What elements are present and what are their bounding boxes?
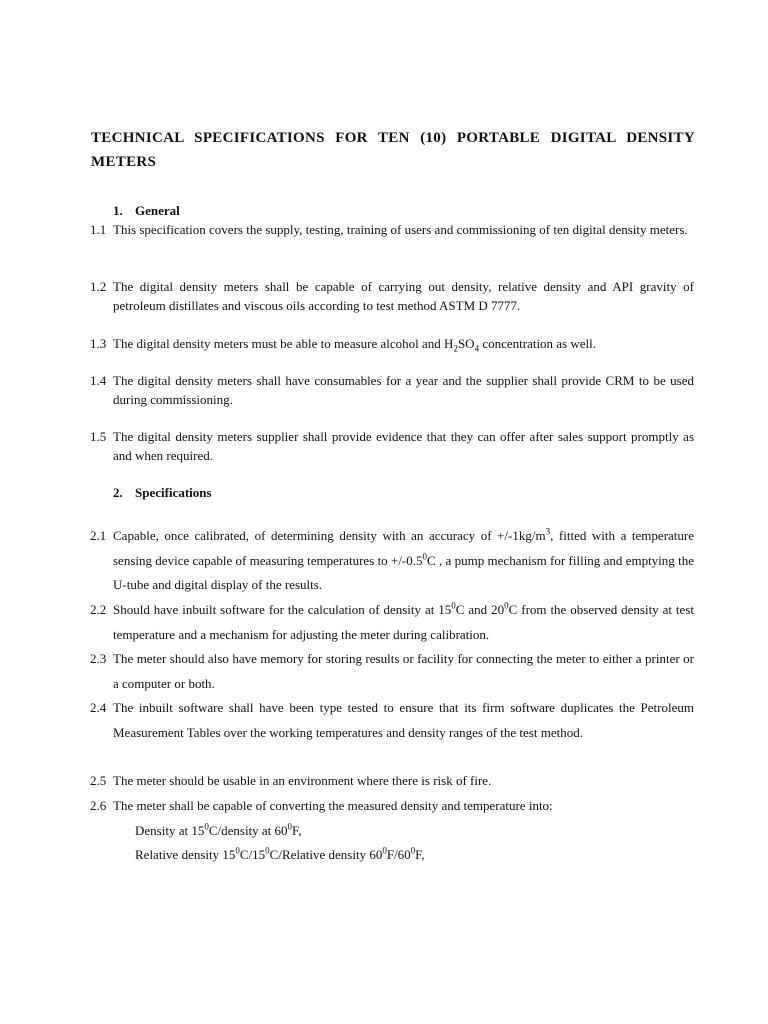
spec-item-2-3 — [90, 647, 694, 696]
item-text: The digital density meters supplier shall provide evidence that they can offer after sales support promptly as and when required. — [113, 429, 694, 463]
item-text: This specification covers the supply, testing, training of users and commissioning of ten digital density meters. — [113, 222, 688, 237]
item-number: 2.6 — [90, 798, 107, 813]
item-text: The meter shall be capable of converting the measured density and temperature into: — [113, 798, 553, 813]
item-number: 2.1 — [90, 528, 107, 543]
conversion-subitem: Density at $15^0C$/density at $60^0F$, — [135, 821, 302, 838]
spec-item-1-1 — [90, 220, 694, 239]
conversion-subitem: Relative density $15^0C/15^0C$/Relative density $60^0F/60^0F$, — [135, 845, 425, 862]
spec-item-1-2 — [90, 277, 694, 315]
item-text: The digital density meters shall be capable of carrying out density, relative density and API gravity of petroleum distillates and viscous oils according to test method ASTM D 7777. — [113, 279, 694, 313]
item-number: 1.5 — [90, 429, 107, 444]
spec-item-2-5 — [90, 769, 694, 794]
item-text: The meter should be usable in an environment where there is risk of fire. — [113, 773, 492, 788]
item-number: 2.5 — [90, 773, 107, 788]
section-title: Specifications — [135, 485, 212, 500]
item-number: 2.3 — [90, 651, 107, 666]
spec-item-2-6 — [90, 794, 694, 819]
document-title: TECHNICAL SPECIFICATIONS FOR TEN (10) PORTABLE DIGITAL DENSITY METERS — [91, 130, 695, 170]
spec-item-2-2 — [90, 598, 694, 647]
item-number: 1.2 — [90, 279, 107, 294]
item-number: 2.2 — [90, 602, 107, 617]
spec-item-1-3 — [90, 334, 694, 353]
item-number: 1.4 — [90, 373, 107, 388]
section-number: 2. — [113, 485, 123, 500]
item-text: The meter should also have memory for storing results or facility for connecting the meter to either a printer or a computer or both. — [113, 651, 694, 691]
spec-item-1-5 — [90, 427, 694, 465]
section-heading-specifications — [113, 484, 212, 502]
item-number: 2.4 — [90, 700, 107, 715]
section-heading-general — [113, 202, 180, 220]
item-number: 1.3 — [90, 336, 107, 351]
item-text: The digital density meters shall have consumables for a year and the supplier shall provide CRM to be used during commissioning. — [113, 373, 694, 407]
section-number: 1. — [113, 203, 123, 218]
section-title: General — [135, 203, 180, 218]
item-number: 1.1 — [90, 222, 107, 237]
spec-item-2-1 — [90, 524, 694, 598]
spec-item-2-4 — [90, 696, 694, 745]
item-text: Should have inbuilt software for the calculation of density at $15^0C$ and $20^0C$ from the observed density at test temperature and a mechanism for adjusting the meter during calibration. — [113, 600, 694, 642]
item-text: Capable, once calibrated, of determining density with an accuracy of $+/-1kg/m^3$, fitted with a temperature sensing device capable of measuring temperatures to $+/-0.5^0C$ , a pump mechanism for filling and emptying the U-tube and digital display of the results. — [113, 526, 695, 592]
item-text: The inbuilt software shall have been type tested to ensure that its firm software duplicates the Petroleum Measurement Tables over the working temperatures and density ranges of the test method. — [113, 700, 694, 740]
item-text: The digital density meters must be able to measure alcohol and $H_2SO_4$ concentration as well. — [113, 336, 597, 354]
spec-item-1-4 — [90, 371, 694, 409]
